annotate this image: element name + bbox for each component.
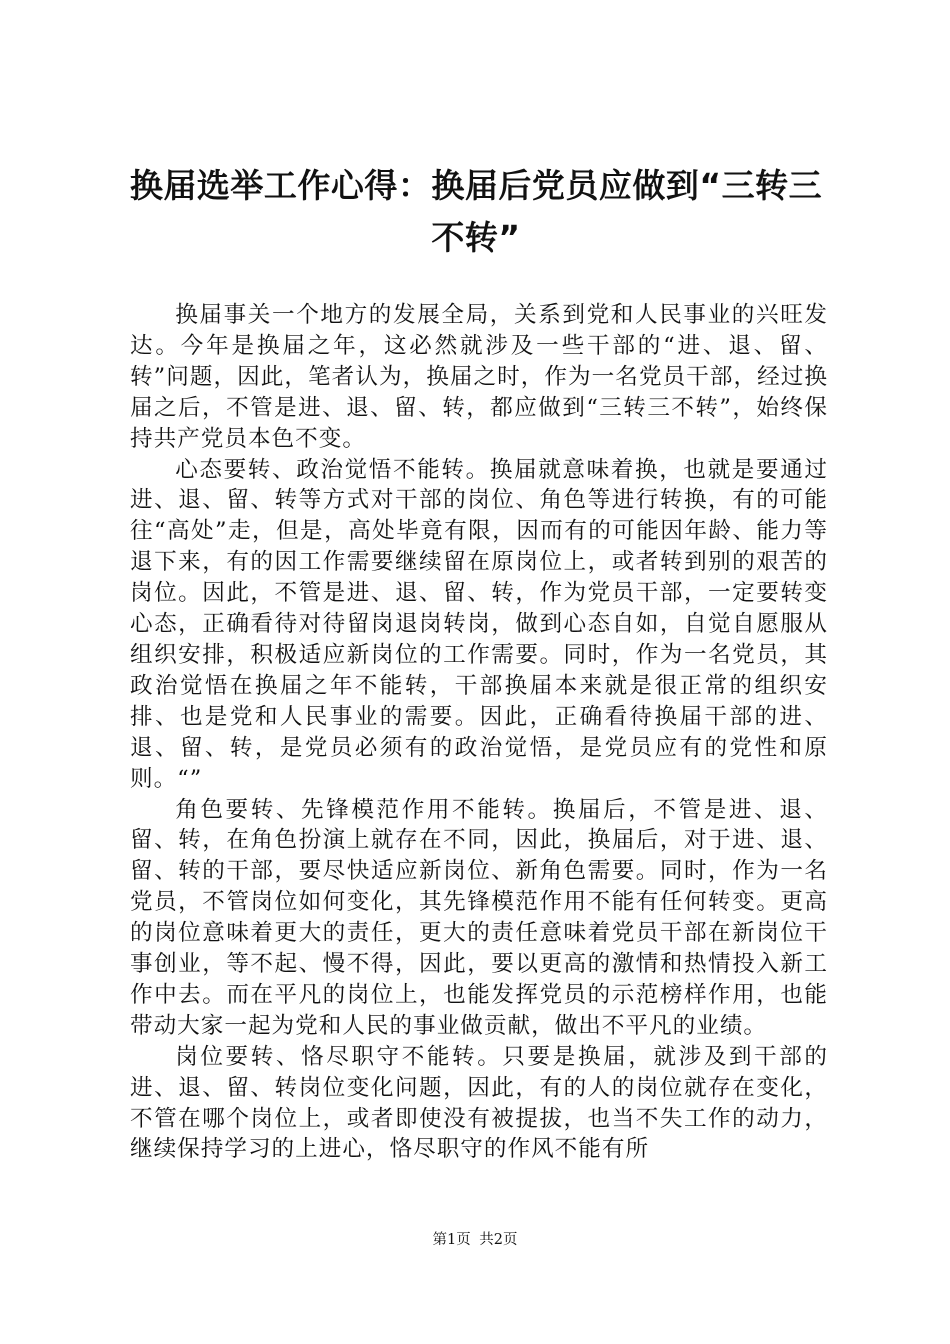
paragraph-intro: 换届事关一个地方的发展全局，关系到党和人民事业的兴旺发达。今年是换届之年，这必然就涉及一些干部的“进、退、留、转”问题，因此，笔者认为，换届之时，作为一名党员干部，经过换届之后，不管是进、退、留、转，都应做到“三转三不转”，始终保持共产党员本色不变。 bbox=[130, 302, 828, 452]
document-title: 换届选举工作心得：换届后党员应做到“三转三不转” bbox=[129, 166, 823, 257]
paragraph-position: 岗位要转、恪尽职守不能转。只要是换届，就涉及到干部的进、退、留、转岗位变化问题，因此，有的人的岗位就存在变化，不管在哪个岗位上，或者即使没有被提拔，也当不失工作的动力，继续保持学习的上进心，恪尽职守的作风不能有所 bbox=[130, 1043, 828, 1163]
page-number-footer: 第1页 共2页 bbox=[432, 1232, 518, 1248]
paragraph-mindset: 心态要转、政治觉悟不能转。换届就意味着换，也就是要通过进、退、留、转等方式对干部的岗位、角色等进行转换，有的可能往“高处”走，但是，高处毕竟有限，因而有的可能因年龄、能力等退下来，有的因工作需要继续留在原岗位上，或者转到别的艰苦的岗位。因此，不管是进、退、留、转，作为党员干部，一定要转变心态，正确看待对待留岗退岗转岗，做到心态自如，自觉自愿服从组织安排，积极适应新岗位的工作需要。同时，作为一名党员，其政治觉悟在换届之年不能转，干部换届本来就是很正常的组织安排、也是党和人民事业的需要。因此，正确看待换届干部的进、退、留、转，是党员必须有的政治觉悟，是党员应有的党性和原则。“” bbox=[130, 456, 828, 792]
document-body bbox=[130, 300, 828, 1165]
paragraph-role: 角色要转、先锋模范作用不能转。换届后，不管是进、退、留、转，在角色扮演上就存在不同，因此，换届后，对于进、退、留、转的干部，要尽快适应新岗位、新角色需要。同时，作为一名党员，不管岗位如何变化，其先锋模范作用不能有任何转变。更高的岗位意味着更大的责任，更大的责任意味着党员干部在新岗位干事创业，等不起、慢不得，因此，要以更高的激情和热情投入新工作中去。而在平凡的岗位上，也能发挥党员的示范榜样作用，也能带动大家一起为党和人民的事业做贡献，做出不平凡的业绩。 bbox=[130, 796, 828, 1039]
